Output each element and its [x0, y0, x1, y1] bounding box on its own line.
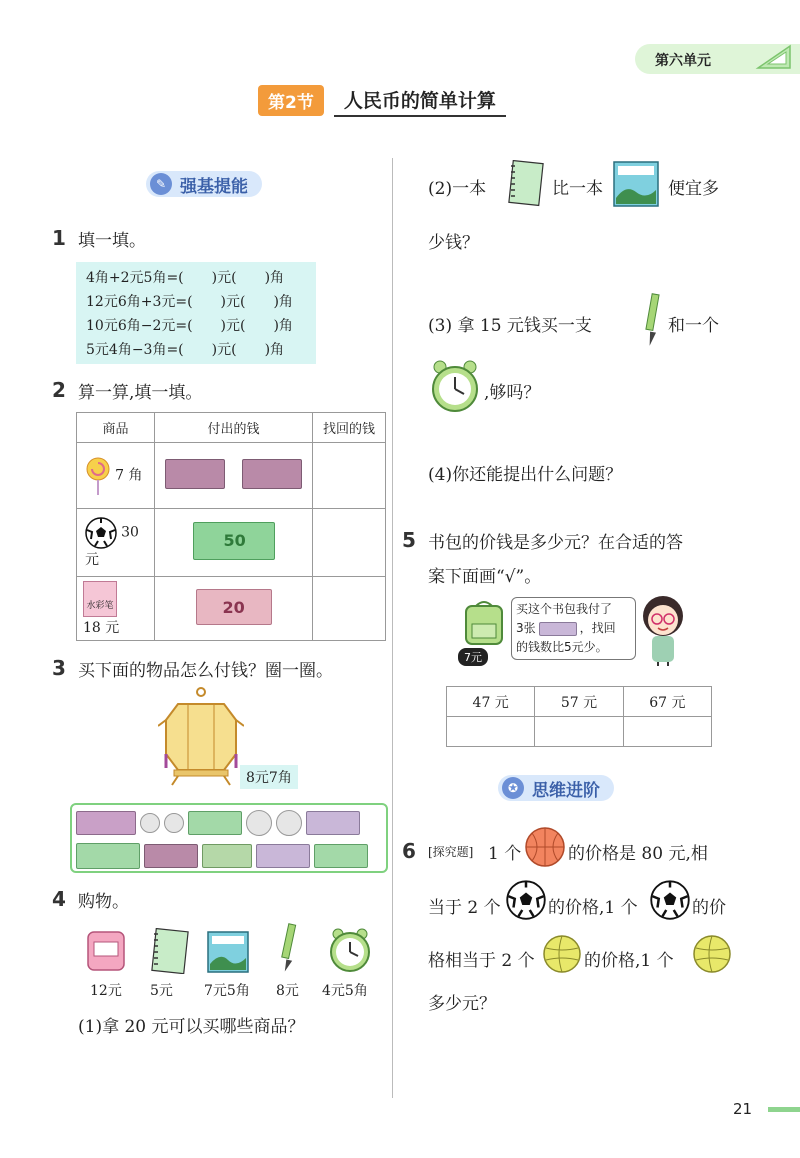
- q4-sub2-d: 少钱？: [428, 233, 479, 253]
- book-icon: [206, 930, 250, 974]
- section-heading: [258, 85, 506, 115]
- row-price: 30 元: [85, 524, 139, 568]
- q6-line2-c: 的价: [692, 898, 726, 918]
- bubble-line: 3张: [516, 621, 536, 635]
- goods-price: 12元: [90, 983, 122, 999]
- book-icon: [612, 160, 660, 208]
- twenty-yuan-note: [196, 589, 272, 625]
- note-icon: [539, 622, 577, 636]
- change-cell[interactable]: [313, 577, 386, 641]
- section-tag: 第2节: [258, 85, 324, 116]
- option-cell: 57 元: [535, 687, 623, 717]
- alarm-clock-icon: [326, 928, 374, 972]
- fifty-yuan-note: [193, 522, 275, 560]
- bubble-line: 买这个书包我付了: [516, 602, 613, 616]
- bubble-line: 的钱数比5元少。: [516, 640, 608, 654]
- notebook-icon: [505, 160, 545, 208]
- money-item[interactable]: [188, 811, 242, 835]
- table-row: [77, 577, 386, 641]
- q6-line2-a: 当于 2 个: [428, 898, 501, 918]
- notebook-icon: [148, 928, 190, 974]
- q4-sub3-a: (3) 拿 15 元钱买一支: [428, 316, 592, 336]
- col-goods: 商品: [77, 413, 155, 443]
- volleyball-icon: [692, 934, 732, 974]
- goods-snack: [86, 928, 126, 976]
- q1-line: 10元6角−2元=( )元( )角: [86, 318, 293, 334]
- q4-number: 4: [52, 887, 66, 911]
- answer-cell[interactable]: [447, 717, 535, 747]
- soccer-ball-icon: [650, 880, 690, 920]
- q6-line1-b: 的价格是 80 元,相: [568, 844, 708, 864]
- schoolbag-icon: [462, 598, 506, 646]
- q4-sub2-c: 便宜多: [668, 179, 719, 199]
- q6-number: 6: [402, 839, 416, 863]
- q6-line2-b: 的价格,1 个: [548, 898, 638, 918]
- q4-sub2-a: (2)一本: [428, 179, 487, 199]
- col-change: 找回的钱: [313, 413, 386, 443]
- lollipop-icon: [85, 456, 111, 496]
- q6-line4: 多少元？: [428, 994, 496, 1014]
- pill-basic: [146, 171, 262, 197]
- q6-line3-b: 的价格,1 个: [584, 951, 674, 971]
- soccer-ball-icon: [506, 880, 546, 920]
- ruler-icon: [754, 42, 794, 72]
- five-jiao-note: [242, 459, 302, 489]
- q3-price: 8元7角: [240, 765, 298, 789]
- money-item[interactable]: [306, 811, 360, 835]
- page-number: 21: [733, 1100, 753, 1118]
- speech-bubble: [511, 597, 636, 660]
- q1-line: 12元6角+3元=( )元( )角: [86, 294, 293, 310]
- money-item[interactable]: [144, 844, 198, 868]
- answer-cell[interactable]: [535, 717, 623, 747]
- table-row: [77, 443, 386, 509]
- volleyball-icon: [542, 934, 582, 974]
- q1-line: 4角+2元5角=( )元( )角: [86, 270, 285, 286]
- q6-tag: [探究题]: [428, 845, 474, 859]
- q2-number: 2: [52, 378, 66, 402]
- goods-price: 5元: [150, 983, 173, 999]
- five-jiao-note: [165, 459, 225, 489]
- q6-line1-a: 1 个: [488, 844, 522, 864]
- q4-sub3-b: 和一个: [668, 316, 719, 336]
- goods-price: 7元5角: [204, 983, 250, 999]
- q4-sub1: (1)拿 20 元可以买哪些商品？: [78, 1017, 305, 1037]
- row-price: 7 角: [115, 467, 143, 483]
- money-item[interactable]: [76, 843, 140, 869]
- q5-number: 5: [402, 528, 416, 552]
- q5-text1: 书包的价钱是多少元？在合适的答: [428, 533, 683, 553]
- row-price: 18 元: [83, 619, 120, 636]
- col-paid: 付出的钱: [155, 413, 313, 443]
- option-cell: 67 元: [623, 687, 711, 717]
- q1-number: 1: [52, 226, 66, 250]
- q5-text2: 案下面画“√”。: [428, 567, 542, 587]
- basketball-icon: [524, 826, 566, 868]
- q2-text: 算一算,填一填。: [78, 383, 203, 403]
- note-denomination: 50: [223, 530, 246, 550]
- pill-basic-label: 强基提能: [180, 176, 248, 197]
- option-cell: 47 元: [447, 687, 535, 717]
- goods-price: 4元5角: [322, 983, 368, 999]
- pill-advanced: [498, 775, 614, 801]
- medal-icon: ✪: [502, 777, 524, 799]
- coin-icon[interactable]: [164, 813, 184, 833]
- q5-answer-table: [446, 686, 712, 747]
- q1-text: 填一填。: [78, 231, 146, 251]
- coin-icon[interactable]: [276, 810, 302, 836]
- pencil-icon: ✎: [150, 173, 172, 195]
- q4-sub3-c: ,够吗？: [484, 383, 541, 403]
- change-cell[interactable]: [313, 443, 386, 509]
- change-cell[interactable]: [313, 509, 386, 577]
- lantern-icon: [158, 686, 244, 786]
- money-strip: [70, 803, 388, 873]
- pen-icon: [640, 292, 664, 348]
- snack-bag-icon: [86, 928, 126, 972]
- unit-label: 第六单元: [655, 53, 711, 69]
- q4-sub2-b: 比一本: [552, 179, 603, 199]
- bag-price-tag: 7元: [458, 648, 488, 666]
- pill-advanced-label: 思维进阶: [532, 780, 600, 801]
- table-row: [77, 509, 386, 577]
- q2-table: [76, 412, 386, 641]
- girl-avatar: [638, 594, 688, 666]
- column-divider: [392, 158, 393, 1098]
- money-item[interactable]: [202, 844, 252, 868]
- q3-number: 3: [52, 656, 66, 680]
- bubble-line: ，找回: [579, 621, 616, 635]
- q6-line3-a: 格相当于 2 个: [428, 951, 535, 971]
- q4-text: 购物。: [78, 892, 129, 912]
- note-denomination: 20: [222, 597, 245, 617]
- q4-sub4: (4)你还能提出什么问题？: [428, 465, 623, 485]
- crayon-box-icon: 水彩笔: [83, 581, 117, 617]
- coin-icon[interactable]: [246, 810, 272, 836]
- money-item[interactable]: [314, 844, 368, 868]
- answer-cell[interactable]: [623, 717, 711, 747]
- soccer-ball-icon: [85, 517, 117, 549]
- q3-text: 买下面的物品怎么付钱？圈一圈。: [78, 661, 333, 681]
- section-title: 人民币的简单计算: [334, 84, 506, 117]
- footer-bar: [768, 1107, 800, 1112]
- q1-line: 5元4角−3角=( )元( )角: [86, 342, 285, 358]
- goods-price: 8元: [276, 983, 299, 999]
- q1-fill-box: [76, 262, 316, 364]
- alarm-clock-icon: [426, 360, 484, 412]
- money-item[interactable]: [76, 811, 136, 835]
- unit-tab: [635, 44, 800, 74]
- money-item[interactable]: [256, 844, 310, 868]
- pen-icon: [276, 922, 300, 974]
- coin-icon[interactable]: [140, 813, 160, 833]
